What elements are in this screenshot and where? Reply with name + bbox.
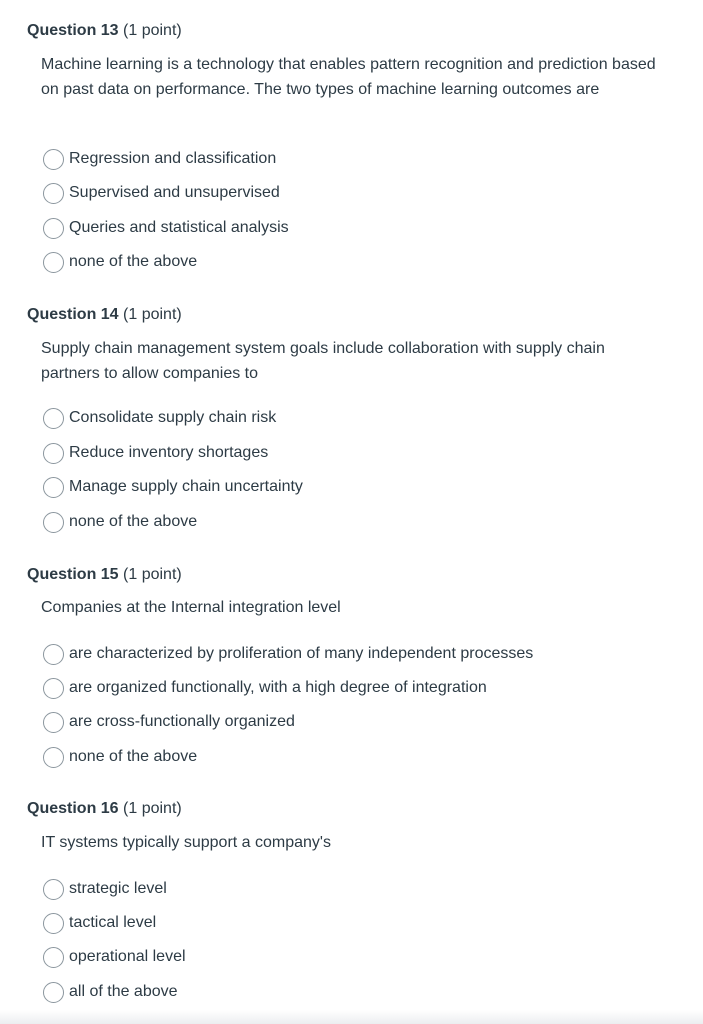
answer-option[interactable] [43,911,156,935]
answer-label[interactable]: Regression and classification [69,150,277,167]
question-text: Machine learning is a technology that enables pattern recognition and prediction based on past data on performance. The two types of machine learning outcomes are [41,56,656,98]
radio-button[interactable] [43,678,64,699]
answer-label[interactable]: none of the above [69,253,198,270]
answer-option[interactable] [43,147,276,171]
answer-label[interactable]: Queries and statistical analysis [69,219,289,236]
answer-label[interactable]: Consolidate supply chain risk [69,409,277,426]
radio-button[interactable] [43,218,64,239]
answer-label[interactable]: none of the above [69,748,198,765]
answer-label[interactable]: Manage supply chain uncertainty [69,478,303,495]
answer-option[interactable] [43,710,295,734]
answer-label[interactable]: none of the above [69,513,198,530]
question-text: Supply chain management system goals include collaboration with supply chain partners to allow companies to [41,340,605,382]
radio-button[interactable] [43,477,64,498]
radio-button[interactable] [43,747,64,768]
question-title [27,799,182,819]
question-text: Companies at the Internal integration level [41,599,341,616]
answer-option[interactable] [43,406,276,430]
answer-option[interactable] [43,441,268,465]
answer-label[interactable]: tactical level [69,914,157,931]
radio-button[interactable] [43,982,64,1003]
answer-label[interactable]: Reduce inventory shortages [69,444,269,461]
radio-button[interactable] [43,512,64,533]
question-number: Question 15 [27,566,119,583]
question-title [27,21,182,41]
answer-option[interactable] [43,510,197,534]
radio-button[interactable] [43,947,64,968]
radio-button[interactable] [43,252,64,273]
radio-button[interactable] [43,183,64,204]
answer-option[interactable] [43,181,280,205]
radio-button[interactable] [43,408,64,429]
question-title [27,565,182,585]
answer-option[interactable] [43,216,289,240]
radio-button[interactable] [43,913,64,934]
radio-button[interactable] [43,644,64,665]
answer-option[interactable] [43,945,186,969]
question-points: (1 point) [123,800,182,817]
bottom-shadow [0,1010,703,1024]
answer-option[interactable] [43,475,303,499]
radio-button[interactable] [43,443,64,464]
question-points: (1 point) [123,22,182,39]
answer-option[interactable] [43,676,487,700]
radio-button[interactable] [43,712,64,733]
answer-label[interactable]: are organized functionally, with a high degree of integration [69,679,487,696]
answer-label[interactable]: operational level [69,948,186,965]
answer-label[interactable]: are cross-functionally organized [69,713,295,730]
answer-option[interactable] [43,642,533,666]
answer-option[interactable] [43,980,178,1004]
answer-label[interactable]: all of the above [69,983,178,1000]
question-points: (1 point) [123,566,182,583]
answer-option[interactable] [43,250,197,274]
question-points: (1 point) [123,306,182,323]
question-number: Question 13 [27,22,119,39]
radio-button[interactable] [43,149,64,170]
answer-label[interactable]: are characterized by proliferation of many independent processes [69,645,534,662]
question-number: Question 16 [27,800,119,817]
answer-label[interactable]: strategic level [69,880,167,897]
answer-label[interactable]: Supervised and unsupervised [69,184,280,201]
radio-button[interactable] [43,879,64,900]
answer-option[interactable] [43,745,197,769]
question-number: Question 14 [27,306,119,323]
question-title [27,305,182,325]
answer-option[interactable] [43,877,167,901]
question-text: IT systems typically support a company's [41,834,331,851]
